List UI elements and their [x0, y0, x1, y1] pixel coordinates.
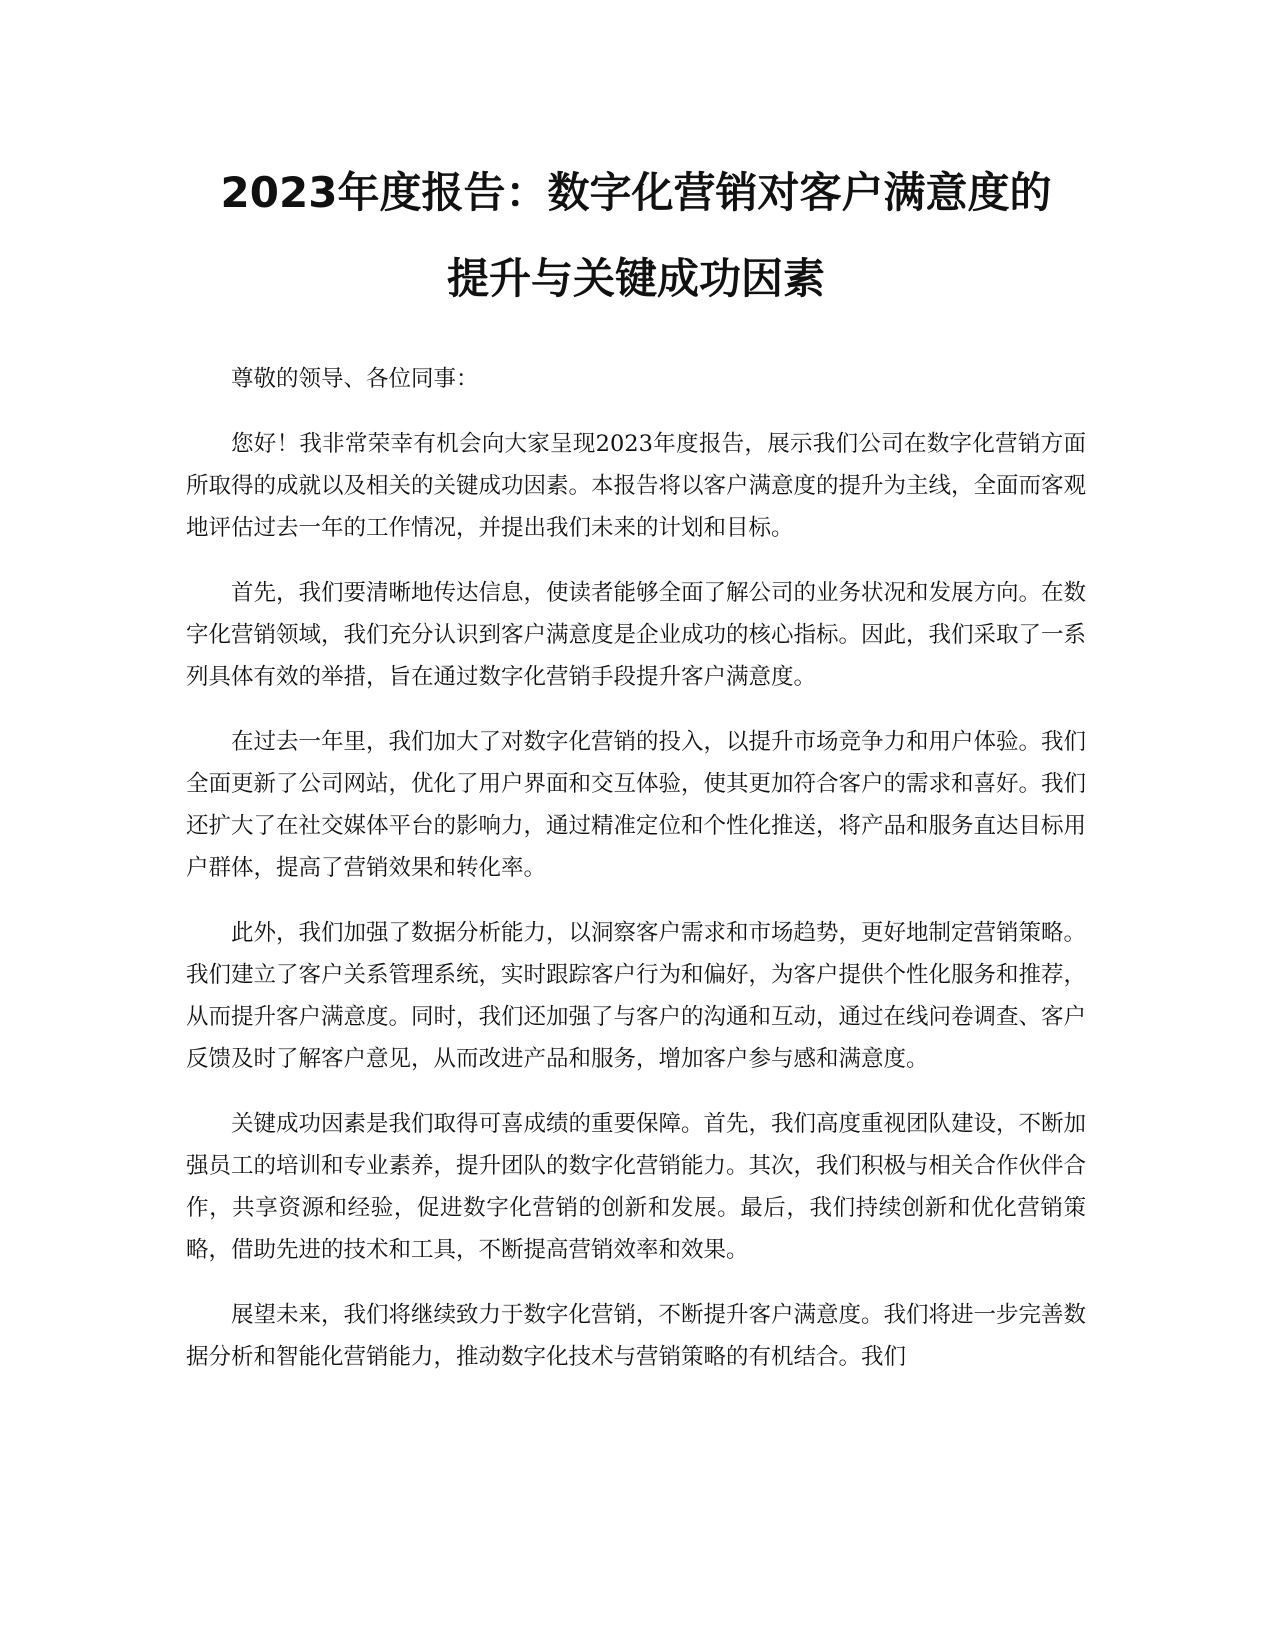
body-paragraph: 展望未来，我们将继续致力于数字化营销，不断提升客户满意度。我们将进一步完善数据分析和智能化营销能力，推动数字化技术与营销策略的有机结合。我们	[186, 1302, 1087, 1370]
body-paragraph: 此外，我们加强了数据分析能力，以洞察客户需求和市场趋势，更好地制定营销策略。我们建立了客户关系管理系统，实时跟踪客户行为和偏好，为客户提供个性化服务和推荐，从而提升客户满意度。同时，我们还加强了与客户的沟通和互动，通过在线问卷调查、客户反馈及时了解客户意见，从而改进产品和服务，增加客户参与感和满意度。	[186, 920, 1087, 1072]
salutation-paragraph: 尊敬的领导、各位同事：	[231, 366, 479, 392]
body-paragraph: 在过去一年里，我们加大了对数字化营销的投入，以提升市场竞争力和用户体验。我们全面更新了公司网站，优化了用户界面和交互体验，使其更加符合客户的需求和喜好。我们还扩大了在社交媒体平台的影响力，通过精准定位和个性化推送，将产品和服务直达目标用户群体，提高了营销效果和转化率。	[186, 729, 1087, 881]
title-line-1: 2023年度报告：数字化营销对客户满意度的	[220, 168, 1052, 217]
document-body	[186, 358, 1086, 1378]
document-content	[186, 150, 1086, 1401]
body-paragraph: 首先，我们要清晰地传达信息，使读者能够全面了解公司的业务状况和发展方向。在数字化营销领域，我们充分认识到客户满意度是企业成功的核心指标。因此，我们采取了一系列具体有效的举措，旨在通过数字化营销手段提升客户满意度。	[186, 580, 1087, 690]
document-title	[186, 150, 1086, 322]
title-line-2: 提升与关键成功因素	[446, 254, 825, 303]
intro-paragraph: 您好！我非常荣幸有机会向大家呈现2023年度报告，展示我们公司在数字化营销方面所取得的成就以及相关的关键成功因素。本报告将以客户满意度的提升为主线，全面而客观地评估过去一年的工作情况，并提出我们未来的计划和目标。	[186, 431, 1087, 541]
body-paragraph: 关键成功因素是我们取得可喜成绩的重要保障。首先，我们高度重视团队建设，不断加强员工的培训和专业素养，提升团队的数字化营销能力。其次，我们积极与相关合作伙伴合作，共享资源和经验，促进数字化营销的创新和发展。最后，我们持续创新和优化营销策略，借助先进的技术和工具，不断提高营销效率和效果。	[186, 1111, 1087, 1263]
